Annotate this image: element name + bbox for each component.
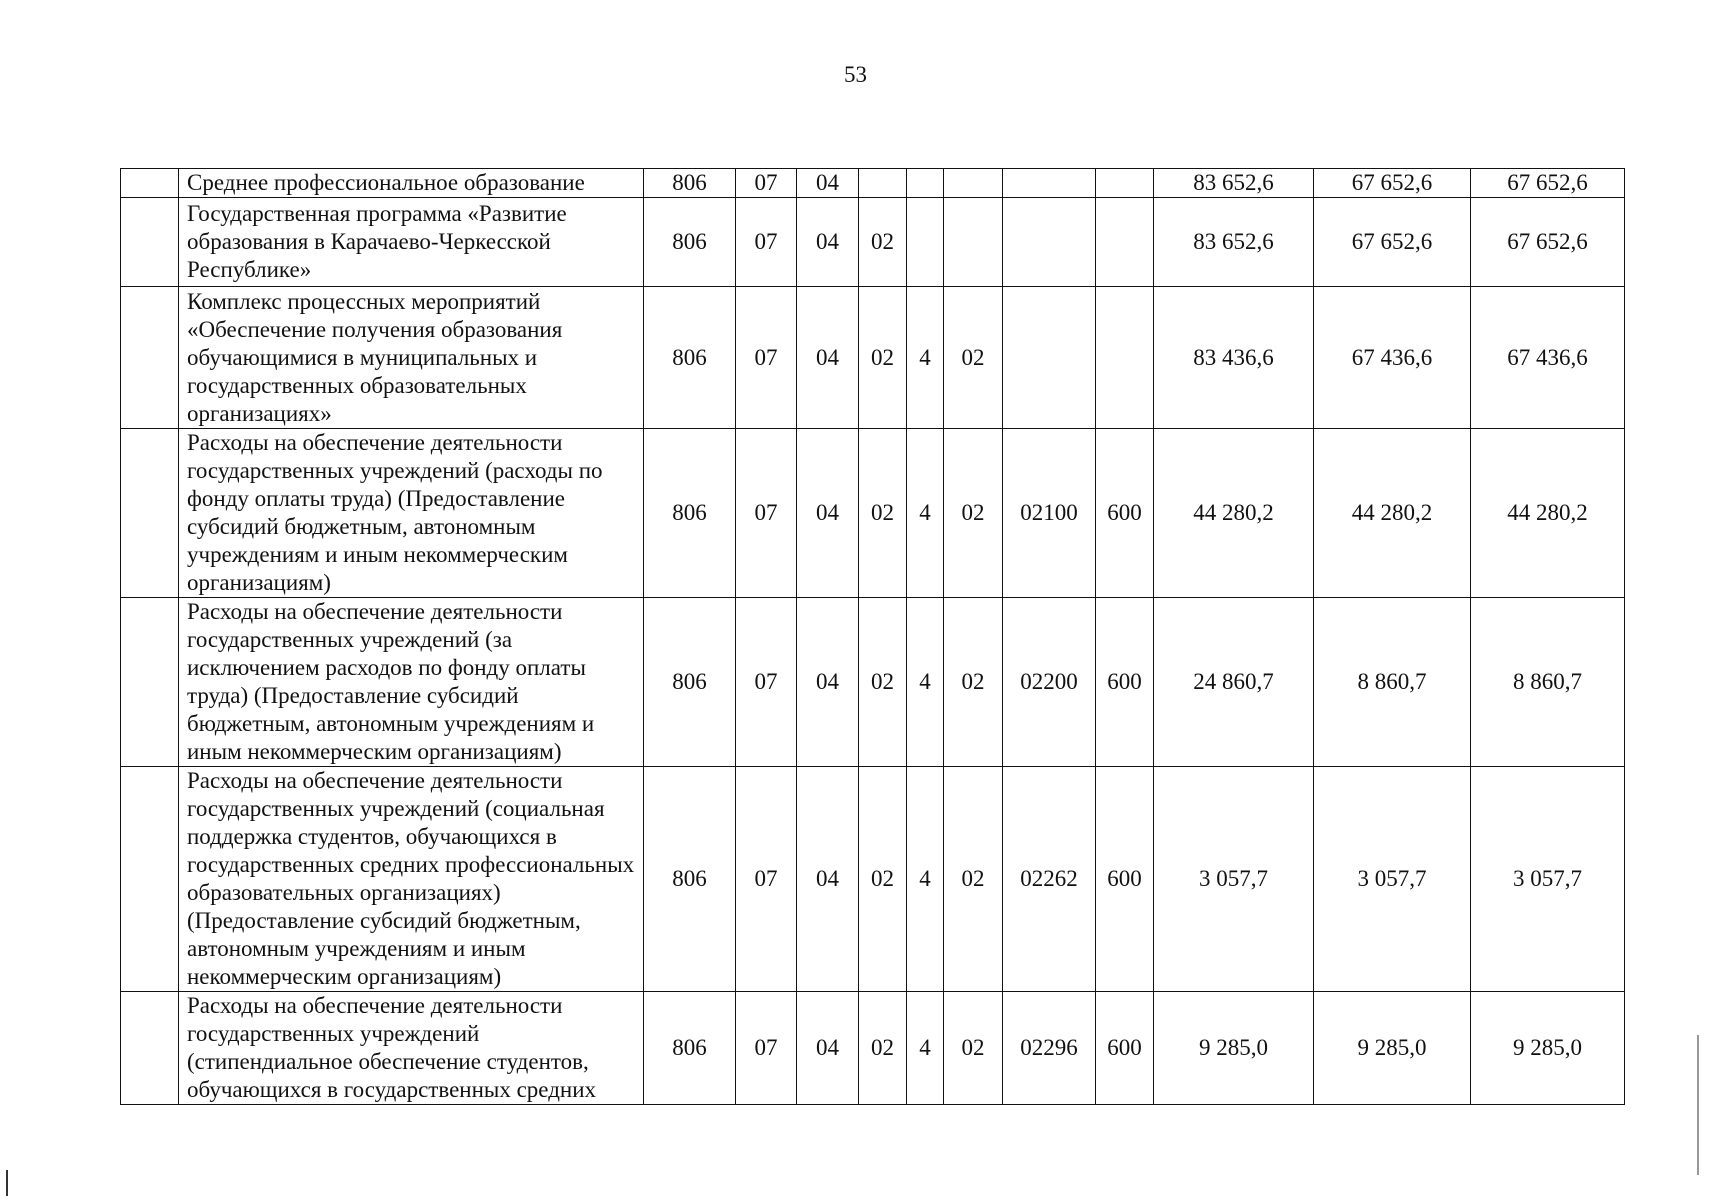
amount-year-3: 44 280,2 bbox=[1471, 429, 1625, 598]
program-code: 02 bbox=[859, 287, 907, 429]
program-code: 02 bbox=[859, 429, 907, 598]
section-code: 07 bbox=[736, 992, 797, 1105]
expense-type-code bbox=[1096, 287, 1154, 429]
row-name: Расходы на обеспечение деятельности государственных учреждений (социальная поддержка студентов, обучающихся в государственных средних профессиональных образовательных организациях) (Предоставление субсидий бюджетным, автономным учреждениям и иным некоммерческим организациям) bbox=[179, 767, 644, 992]
amount-year-2: 67 436,6 bbox=[1314, 287, 1471, 429]
subsection-code: 04 bbox=[797, 198, 859, 287]
table-row bbox=[121, 767, 1625, 992]
direction-code bbox=[1003, 169, 1096, 198]
amount-year-3: 9 285,0 bbox=[1471, 992, 1625, 1105]
expense-type-code: 600 bbox=[1096, 767, 1154, 992]
dept-code: 806 bbox=[644, 767, 736, 992]
program-code: 02 bbox=[859, 198, 907, 287]
program-type-code bbox=[907, 198, 944, 287]
table-row bbox=[121, 287, 1625, 429]
subsection-code: 04 bbox=[797, 992, 859, 1105]
program-code: 02 bbox=[859, 598, 907, 767]
scan-edge-mark bbox=[6, 1170, 8, 1196]
amount-year-1: 83 652,6 bbox=[1154, 169, 1314, 198]
table-row bbox=[121, 429, 1625, 598]
dept-code: 806 bbox=[644, 429, 736, 598]
subsection-code: 04 bbox=[797, 598, 859, 767]
empty-cell bbox=[121, 287, 179, 429]
table-row bbox=[121, 198, 1625, 287]
expense-type-code bbox=[1096, 198, 1154, 287]
complex-code: 02 bbox=[944, 429, 1003, 598]
expense-type-code: 600 bbox=[1096, 992, 1154, 1105]
subsection-code: 04 bbox=[797, 429, 859, 598]
amount-year-3: 67 436,6 bbox=[1471, 287, 1625, 429]
section-code: 07 bbox=[736, 767, 797, 992]
dept-code: 806 bbox=[644, 287, 736, 429]
table-row bbox=[121, 992, 1625, 1105]
row-name: Государственная программа «Развитие образования в Карачаево-Черкесской Республике» bbox=[179, 198, 644, 287]
scan-edge-mark bbox=[1697, 1035, 1699, 1175]
amount-year-2: 44 280,2 bbox=[1314, 429, 1471, 598]
direction-code: 02200 bbox=[1003, 598, 1096, 767]
amount-year-1: 9 285,0 bbox=[1154, 992, 1314, 1105]
program-code: 02 bbox=[859, 992, 907, 1105]
complex-code: 02 bbox=[944, 992, 1003, 1105]
amount-year-3: 3 057,7 bbox=[1471, 767, 1625, 992]
expense-type-code bbox=[1096, 169, 1154, 198]
section-code: 07 bbox=[736, 198, 797, 287]
empty-cell bbox=[121, 429, 179, 598]
direction-code: 02100 bbox=[1003, 429, 1096, 598]
complex-code bbox=[944, 169, 1003, 198]
amount-year-1: 83 652,6 bbox=[1154, 198, 1314, 287]
direction-code bbox=[1003, 287, 1096, 429]
empty-cell bbox=[121, 169, 179, 198]
amount-year-3: 8 860,7 bbox=[1471, 598, 1625, 767]
complex-code bbox=[944, 198, 1003, 287]
row-name: Расходы на обеспечение деятельности государственных учреждений (за исключением расходов по фонду оплаты труда) (Предоставление субсидий бюджетным, автономным учреждениям и иным некоммерческим организациям) bbox=[179, 598, 644, 767]
table-row bbox=[121, 598, 1625, 767]
section-code: 07 bbox=[736, 287, 797, 429]
complex-code: 02 bbox=[944, 767, 1003, 992]
program-type-code: 4 bbox=[907, 429, 944, 598]
complex-code: 02 bbox=[944, 287, 1003, 429]
amount-year-2: 9 285,0 bbox=[1314, 992, 1471, 1105]
budget-expenditure-table bbox=[120, 168, 1625, 1105]
amount-year-2: 67 652,6 bbox=[1314, 169, 1471, 198]
dept-code: 806 bbox=[644, 598, 736, 767]
subsection-code: 04 bbox=[797, 767, 859, 992]
empty-cell bbox=[121, 767, 179, 992]
section-code: 07 bbox=[736, 598, 797, 767]
direction-code: 02296 bbox=[1003, 992, 1096, 1105]
row-name: Расходы на обеспечение деятельности государственных учреждений (стипендиальное обеспечение студентов, обучающихся в государственных средних bbox=[179, 992, 644, 1105]
direction-code bbox=[1003, 198, 1096, 287]
program-type-code bbox=[907, 169, 944, 198]
amount-year-3: 67 652,6 bbox=[1471, 198, 1625, 287]
section-code: 07 bbox=[736, 429, 797, 598]
dept-code: 806 bbox=[644, 198, 736, 287]
program-type-code: 4 bbox=[907, 767, 944, 992]
row-name: Комплекс процессных мероприятий «Обеспечение получения образования обучающимися в муниципальных и государственных образовательных организациях» bbox=[179, 287, 644, 429]
expense-type-code: 600 bbox=[1096, 429, 1154, 598]
row-name: Расходы на обеспечение деятельности государственных учреждений (расходы по фонду оплаты труда) (Предоставление субсидий бюджетным, автономным учреждениям и иным некоммерческим организациям) bbox=[179, 429, 644, 598]
amount-year-2: 67 652,6 bbox=[1314, 198, 1471, 287]
table-row bbox=[121, 169, 1625, 198]
empty-cell bbox=[121, 992, 179, 1105]
subsection-code: 04 bbox=[797, 287, 859, 429]
section-code: 07 bbox=[736, 169, 797, 198]
amount-year-2: 8 860,7 bbox=[1314, 598, 1471, 767]
amount-year-1: 83 436,6 bbox=[1154, 287, 1314, 429]
amount-year-3: 67 652,6 bbox=[1471, 169, 1625, 198]
program-type-code: 4 bbox=[907, 992, 944, 1105]
empty-cell bbox=[121, 198, 179, 287]
amount-year-2: 3 057,7 bbox=[1314, 767, 1471, 992]
subsection-code: 04 bbox=[797, 169, 859, 198]
complex-code: 02 bbox=[944, 598, 1003, 767]
page-number: 53 bbox=[844, 62, 867, 87]
program-code bbox=[859, 169, 907, 198]
direction-code: 02262 bbox=[1003, 767, 1096, 992]
program-type-code: 4 bbox=[907, 598, 944, 767]
amount-year-1: 3 057,7 bbox=[1154, 767, 1314, 992]
amount-year-1: 24 860,7 bbox=[1154, 598, 1314, 767]
expense-type-code: 600 bbox=[1096, 598, 1154, 767]
dept-code: 806 bbox=[644, 992, 736, 1105]
row-name: Среднее профессиональное образование bbox=[179, 169, 644, 198]
dept-code: 806 bbox=[644, 169, 736, 198]
program-code: 02 bbox=[859, 767, 907, 992]
empty-cell bbox=[121, 598, 179, 767]
program-type-code: 4 bbox=[907, 287, 944, 429]
amount-year-1: 44 280,2 bbox=[1154, 429, 1314, 598]
